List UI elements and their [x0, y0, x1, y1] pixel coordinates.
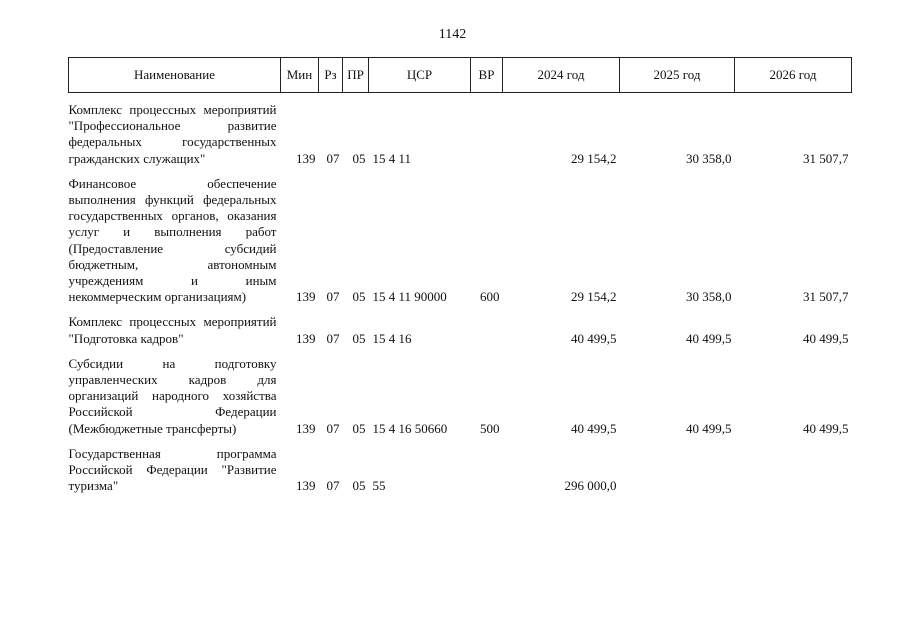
row-min: 139: [296, 478, 316, 494]
table-row: [69, 314, 852, 346]
column-header-name: Наименование: [69, 58, 281, 93]
row-pr: 05: [352, 150, 366, 166]
row-2026: 40 499,5: [803, 420, 849, 436]
row-2025: 30 358,0: [686, 150, 732, 166]
row-rz: 07: [326, 478, 340, 494]
row-2024: 296 000,0: [564, 478, 617, 494]
row-2025: [620, 446, 735, 495]
row-csr: 15 4 16 50660: [372, 420, 448, 436]
row-2024: 29 154,2: [571, 289, 617, 305]
row-vr: 600: [480, 289, 500, 305]
row-name: Комплекс процессных мероприятий "Подготовка кадров": [68, 314, 277, 346]
table-row: [69, 356, 852, 437]
row-min: 139: [296, 420, 316, 436]
row-csr: 55: [372, 478, 386, 494]
row-name: Комплекс процессных мероприятий "Профессиональное развитие федеральных государственных гражданских служащих": [68, 102, 277, 166]
column-header-min: Мин: [281, 58, 319, 93]
row-2024: 40 499,5: [571, 330, 617, 346]
row-rz: 07: [326, 289, 340, 305]
row-vr: [471, 102, 503, 167]
row-pr: 05: [352, 289, 366, 305]
row-pr: 05: [352, 330, 366, 346]
column-header-2025: 2025 год: [620, 58, 735, 93]
row-csr: 15 4 16: [372, 330, 412, 346]
column-header-rz: Рз: [319, 58, 343, 93]
row-vr: 500: [480, 420, 500, 436]
row-vr: [471, 314, 503, 346]
column-header-csr: ЦСР: [369, 58, 471, 93]
row-2026: 31 507,7: [803, 289, 849, 305]
table-header-row: [69, 58, 852, 93]
row-2026: 31 507,7: [803, 150, 849, 166]
column-header-2026: 2026 год: [735, 58, 852, 93]
row-name: Государственная программа Российской Федерации "Развитие туризма": [68, 445, 277, 494]
row-pr: 05: [352, 478, 366, 494]
row-min: 139: [296, 289, 316, 305]
row-csr: 15 4 11: [372, 150, 412, 166]
row-vr: [471, 446, 503, 495]
table-row: [69, 176, 852, 306]
column-header-vr: ВР: [471, 58, 503, 93]
row-2026: 40 499,5: [803, 330, 849, 346]
row-rz: 07: [326, 420, 340, 436]
budget-table: [68, 57, 852, 494]
row-name: Финансовое обеспечение выполнения функций федеральных государственных органов, оказания услуг и выполнения работ (Предоставление субсидий бюджетным, автономным учреждениям и иным некоммерческим организациям): [68, 175, 277, 305]
page-number: 1142: [438, 27, 467, 42]
row-2024: 40 499,5: [571, 420, 617, 436]
row-2025: 40 499,5: [686, 330, 732, 346]
row-pr: 05: [352, 420, 366, 436]
column-header-2024: 2024 год: [503, 58, 620, 93]
row-2026: [735, 446, 852, 495]
row-2024: 29 154,2: [571, 150, 617, 166]
row-min: 139: [296, 330, 316, 346]
row-min: 139: [296, 150, 316, 166]
row-name: Субсидии на подготовку управленческих кадров для организаций народного хозяйства Российской Федерации (Межбюджетные трансферты): [68, 355, 277, 436]
table-row: [69, 102, 852, 167]
row-2025: 30 358,0: [686, 289, 732, 305]
row-csr: 15 4 11 90000: [372, 289, 447, 305]
column-header-pr: ПР: [343, 58, 369, 93]
table-row: [69, 446, 852, 495]
row-rz: 07: [326, 330, 340, 346]
row-rz: 07: [326, 150, 340, 166]
row-2025: 40 499,5: [686, 420, 732, 436]
